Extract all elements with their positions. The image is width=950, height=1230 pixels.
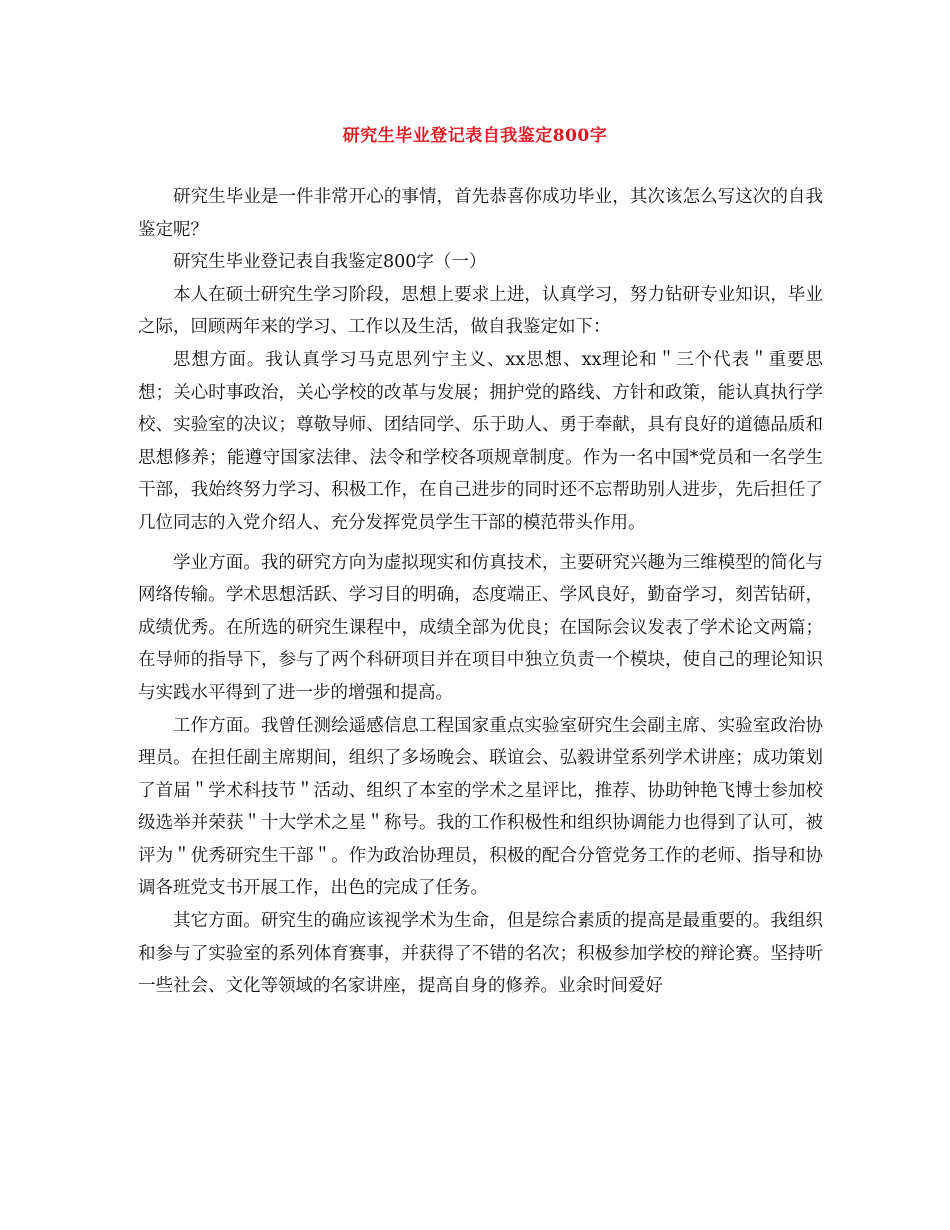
document-title: 研究生毕业登记表自我鉴定800字: [342, 126, 608, 146]
intro-paragraph: 研究生毕业是一件非常开心的事情，首先恭喜你成功毕业，其次该怎么写这次的自我鉴定呢？: [138, 187, 823, 240]
academics-paragraph: 学业方面。我的研究方向为虚拟现实和仿真技术，主要研究兴趣为三维模型的简化与网络传输。学术思想活跃、学习目的明确，态度端正、学风良好，勤奋学习，刻苦钻研，成绩优秀。在所选的研究生课程中，成绩全部为优良；在国际会议发表了学术论文两篇；在导师的指导下，参与了两个科研项目并在项目中独立负责一个模块，使自己的理论知识与实践水平得到了进一步的增强和提高。: [138, 552, 823, 703]
document-body: [138, 181, 823, 1003]
other-paragraph: 其它方面。研究生的确应该视学术为生命，但是综合素质的提高是最重要的。我组织和参与了实验室的系列体育赛事，并获得了不错的名次；积极参加学校的辩论赛。坚持听一些社会、文化等领域的名家讲座，提高自身的修养。业余时间爱好: [138, 911, 823, 997]
work-paragraph: 工作方面。我曾任测绘遥感信息工程国家重点实验室研究生会副主席、实验室政治协理员。在担任副主席期间，组织了多场晚会、联谊会、弘毅讲堂系列学术讲座；成功策划了首届＂学术科技节＂活动、组织了本室的学术之星评比，推荐、协助钟艳飞博士参加校级选举并荣获＂十大学术之星＂称号。我的工作积极性和组织协调能力也得到了认可，被评为＂优秀研究生干部＂。作为政治协理员，积极的配合分管党务工作的老师、指导和协调各班党支书开展工作，出色的完成了任务。: [138, 715, 823, 899]
section-heading: 研究生毕业登记表自我鉴定800字（一）: [173, 252, 487, 273]
opening-paragraph: 本人在硕士研究生学习阶段，思想上要求上进，认真学习，努力钻研专业知识，毕业之际，回顾两年来的学习、工作以及生活，做自我鉴定如下：: [138, 284, 823, 338]
ideology-paragraph: 思想方面。我认真学习马克思列宁主义、xx思想、xx理论和＂三个代表＂重要思想；关心时事政治，关心学校的改革与发展；拥护党的路线、方针和政策，能认真执行学校、实验室的决议；尊敬导师、团结同学、乐于助人、勇于奉献，具有良好的道德品质和思想修养；能遵守国家法律、法令和学校各项规章制度。作为一名中国*党员和一名学生干部，我始终努力学习、积极工作，在自己进步的同时还不忘帮助别人进步，先后担任了几位同志的入党介绍人、充分发挥党员学生干部的模范带头作用。: [138, 349, 823, 533]
